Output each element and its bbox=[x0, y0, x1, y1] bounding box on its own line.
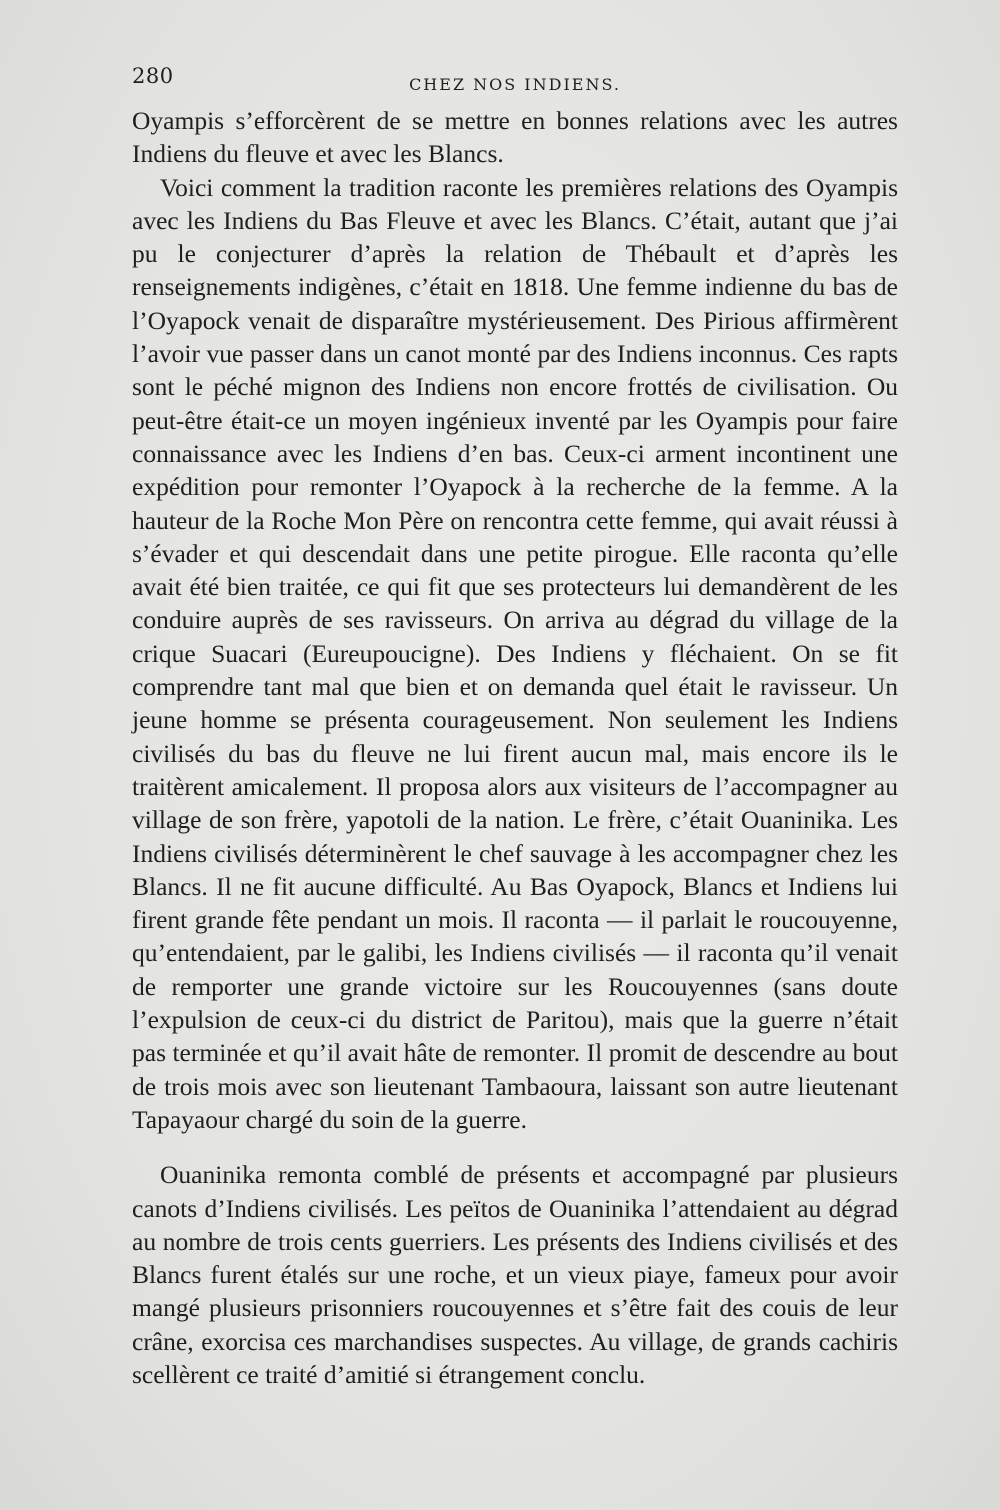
body-text bbox=[132, 104, 898, 1391]
page-number: 280 bbox=[132, 64, 174, 88]
paragraph-ouaninika: Ouaninika remonta comblé de présents et accompagné par plusieurs canots d’Indiens civilisés. Les peïtos de Ouaninika l’attendaient au dégrad au nombre de trois cents guerriers. Les présents des Indiens civilisés et des Blancs furent étalés sur une roche, et un vieux piaye, fameux pour avoir mangé plusieurs prisonniers roucouyennes et s’être fait des couis de leur crâne, exorcisa ces marchandises suspectes. Au village, de grands cachiris scellèrent ce traité d’amitié si étrangement conclu. bbox=[132, 1160, 898, 1389]
paragraph-tradition: Voici comment la tradition raconte les premières relations des Oyampis avec les Indiens du Bas Fleuve et avec les Blancs. C’était, autant que j’ai pu le conjecturer d’après la relation de Thébault et d’après les renseignements indigènes, c’était en 1818. Une femme indienne du bas de l’Oyapock venait de disparaître mystérieusement. Des Pirious affirmèrent l’avoir vue passer dans un canot monté par des Indiens inconnus. Ces rapts sont le péché mignon des Indiens non encore frottés de civilisation. Ou peut-être était-ce un moyen ingénieux inventé par les Oyampis pour faire connaissance avec les Indiens d’en bas. Ceux-ci arment incontinent une expédition pour remonter l’Oyapock à la recherche de la femme. A la hauteur de la Roche Mon Père on rencontra cette femme, qui avait réussi à s’évader et qui descendait dans une petite pirogue. Elle raconta qu’elle avait été bien traitée, ce qui fit que ses protecteurs lui demandèrent de les conduire auprès de ses ravisseurs. On arriva au dégrad du village de la crique Suacari (Eureupoucigne). Des Indiens y fléchaient. On se fit comprendre tant mal que bien et on demanda quel était le ravisseur. Un jeune homme se présenta courageusement. Non seulement les Indiens civilisés du bas du fleuve ne lui firent aucun mal, mais encore ils le traitèrent amicalement. Il proposa alors aux visiteurs de l’accompagner au village de son frère, yapotoli de la nation. Le frère, c’était Ouaninika. Les Indiens civilisés déterminèrent le chef sauvage à les accompagner chez les Blancs. Il ne fit aucune difficulté. Au Bas Oyapock, Blancs et Indiens lui firent grande fête pendant un mois. Il raconta — il parlait le roucouyenne, qu’entendaient, par le galibi, les Indiens civilisés — il raconta qu’il venait de remporter une grande victoire sur les Roucouyennes (sans doute l’expulsion de ceux-ci du district de Paritou), mais que la guerre n’était pas terminée et qu’il avait hâte de remonter. Il promit de descendre au bout de trois mois avec son lieutenant Tambaoura, laissant son autre lieutenant Tapayaour chargé du soin de la guerre. bbox=[132, 172, 898, 1134]
paragraph-continuation: Oyampis s’efforcèrent de se mettre en bonnes relations avec les autres Indiens du fleuve et avec les Blancs. bbox=[132, 106, 898, 169]
page-header bbox=[132, 64, 898, 94]
running-title: CHEZ NOS INDIENS. bbox=[409, 75, 621, 94]
